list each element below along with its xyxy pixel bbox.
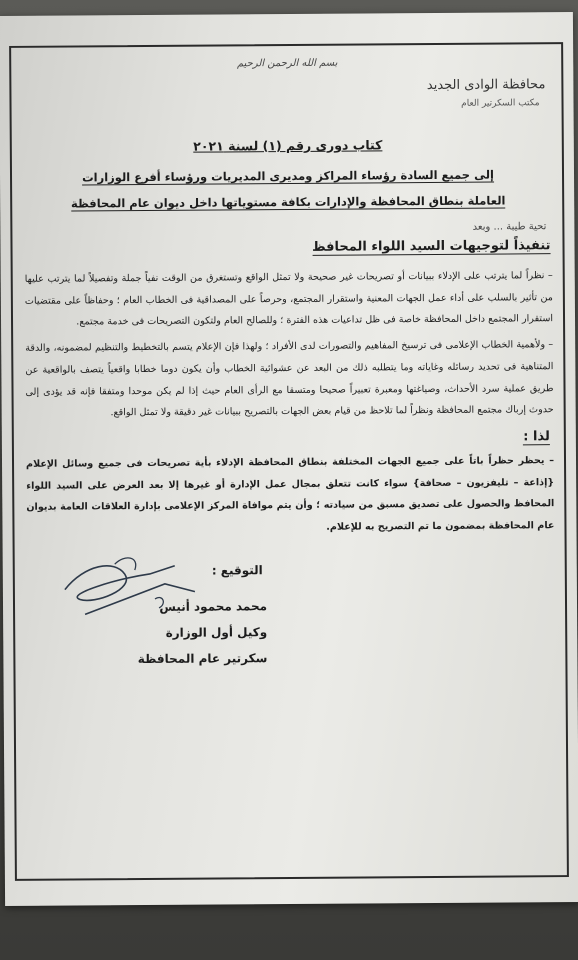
signer-name: محمد محمود أنيس (159, 598, 268, 614)
paragraph-2: – ولأهمية الخطاب الإعلامى فى ترسيخ المفاهيم والتصورات لدى الأفراد ؛ ولهذا فإن الإعلام يتسم بالتخطيط والتنظيم لمضمونه، والدقة المتناهية فى تحديد رسائله وغاياته وما يتطلبه ذلك من البعد عن عشوائية الخطاب وأن يكون دوما خطابا واقعياً يتصف بالواقعية عن طريق عملية سرد الأحداث، وصياغتها ومعبرة تعبيراً صحيحا ومتسقا مع الرأى العام حيث إذا لم يكن موحدا ومتفقا فإنه قد يؤدى إلى حدوث إرباك مجتمع المحافظة ونظراً لما تلاحظ من قيام بعض الجهات بالتصريح ببيانات غير دقيقة ولا تمثل الواقع. (25, 339, 554, 419)
signature-block (27, 541, 556, 695)
circular-title: كتاب دورى رقم (١) لسنة ٢٠٢١ (193, 137, 383, 154)
greeting: تحية طيبة ... وبعد (472, 221, 547, 233)
basmala: بسم الله الرحمن الرحيم (236, 57, 338, 70)
subject (24, 238, 552, 257)
paragraph-1: – نظراً لما يترتب على الإدلاء ببيانات أو تصريحات غير صحيحة ولا تمثل الواقع وتستغرق من الوقت نفياً جملة وتفصيلاً لما يترتب عليها من تأثير بالسلب على أداء عمل الجهات المعنية واستقرار المجتمع، وحرصاً على المصداقية فى الخطاب العام ؛ وحفاظاً على مقتضيات استقرار المجتمع داخل المحافظة خاصة فى ظل تداعيات هذه الفترة ؛ وللصالح العام ولتكون التصريحات فى خدمة مجتمع. (24, 270, 554, 328)
subject-text: تنفيذاً لتوجيهات السيد اللواء المحافظ (311, 238, 551, 255)
governorate-name: محافظة الوادى الجديد (426, 77, 546, 94)
directive-paragraph: – يحظر حظراً باتاً على جميع الجهات المختلفة بنطاق المحافظة الإدلاء بأية تصريحات فى جميع وسائل الإعلام {إذاعة – تليفزيون – صحافة} سواء كانت تتعلق بمجال عمل الإدارة أو غيرها إلا بعد العرض على السيد اللواء المحافظ والحصول على تصديق مسبق من سيادته ؛ وأن يتم موافاة المركز الإعلامى بإدارة العلاقات العامة بديوان عام المحافظة بمضمون ما تم التصريح به للإعلام. (25, 455, 555, 533)
signature-label: التوقيع : (211, 562, 263, 578)
document-paper (0, 12, 578, 906)
therefore-text: لذا : (523, 429, 550, 445)
signer-title-2: سكرتير عام المحافظة (137, 650, 268, 666)
addressee-line-1: إلى جميع السادة رؤساء المراكز ومديرى المديريات ورؤساء أفرع الوزارات (82, 167, 495, 185)
document-body (23, 56, 557, 870)
office-name: مكتب السكرتير العام (461, 98, 540, 109)
addressee (24, 161, 552, 217)
signer-title-1: وكيل أول الوزارة (165, 624, 268, 640)
therefore-heading (26, 429, 550, 448)
addressee-line-2: العاملة بنطاق المحافظة والإدارات بكافة مستوياتها داخل ديوان عام المحافظة (70, 193, 506, 211)
